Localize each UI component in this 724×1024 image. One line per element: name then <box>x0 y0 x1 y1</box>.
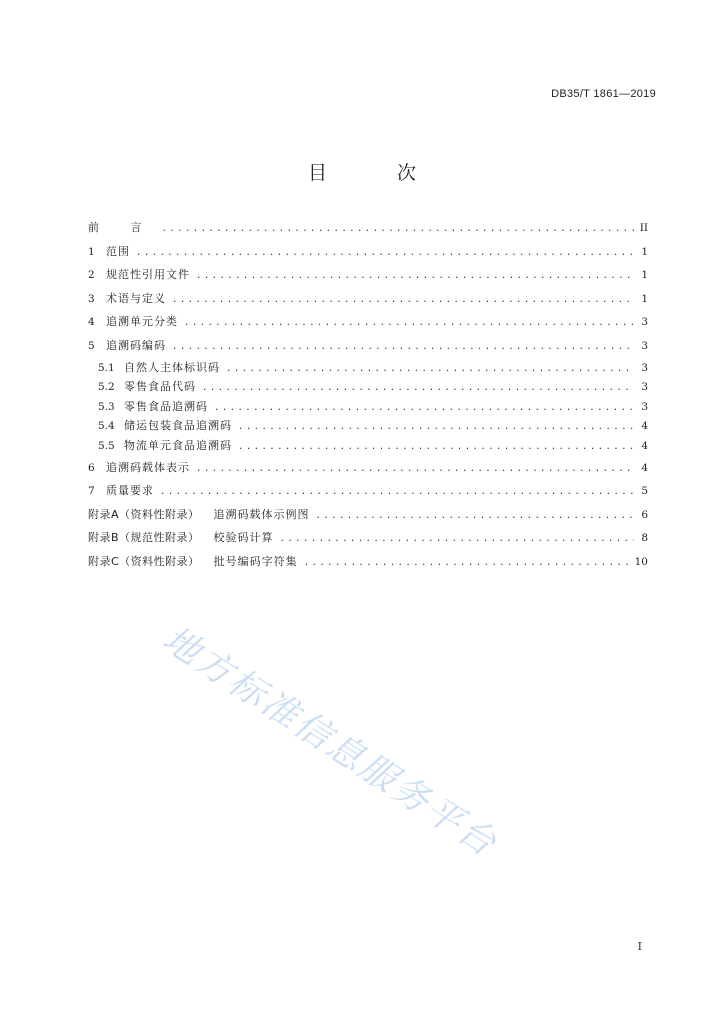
toc-page-number: 1 <box>641 292 648 305</box>
standard-code: DB35/T 1861—2019 <box>551 88 656 100</box>
toc-entry-5-2[interactable] <box>88 377 648 397</box>
toc-label: 质量要求 <box>106 484 154 498</box>
toc-entry-quality-requirements[interactable] <box>88 479 648 503</box>
toc-leader-dots <box>160 481 634 505</box>
toc-entry-foreword[interactable] <box>88 216 648 240</box>
toc-number: 7 <box>88 485 95 498</box>
watermark-text: 地方标准信息服务平台 <box>155 618 505 866</box>
toc-label: 零售食品追溯码 <box>124 399 208 413</box>
toc-label: 范围 <box>106 244 130 258</box>
toc-entry-appendix-b[interactable] <box>88 526 648 550</box>
toc-appendix-tag: 附录C（资料性附录） <box>88 554 200 568</box>
toc-label: 追溯码载体表示 <box>106 460 190 474</box>
toc-entry-terms[interactable] <box>88 287 648 311</box>
toc-label: 校验码计算 <box>213 531 274 545</box>
toc-number: 4 <box>88 316 95 329</box>
footer-page-number: I <box>637 940 642 953</box>
toc-entry-carrier-representation[interactable] <box>88 456 648 480</box>
toc-entry-normative-references[interactable] <box>88 263 648 287</box>
toc-page-number: 4 <box>641 461 648 474</box>
toc-page-number: 3 <box>641 400 648 413</box>
toc-number: 3 <box>88 292 95 305</box>
toc-appendix-tag: 附录B（规范性附录） <box>88 531 200 545</box>
toc-entry-5-4[interactable] <box>88 416 648 436</box>
toc-leader-dots <box>172 289 634 313</box>
toc-entry-appendix-a[interactable] <box>88 503 648 527</box>
toc-label: 零售食品代码 <box>124 380 196 394</box>
toc-entry-scope[interactable] <box>88 240 648 264</box>
toc-label: 规范性引用文件 <box>106 268 190 282</box>
toc-number: 1 <box>88 245 95 258</box>
toc-page-number: 3 <box>641 316 648 329</box>
toc-number: 5.3 <box>98 400 115 413</box>
toc-label: 自然人主体标识码 <box>124 360 220 374</box>
toc-number: 5.4 <box>98 420 115 433</box>
toc-label: 储运包装食品追溯码 <box>124 419 232 433</box>
toc-leader-dots <box>162 218 634 242</box>
toc-label: 批号编码字符集 <box>213 554 298 568</box>
toc-entry-code-encoding[interactable] <box>88 334 648 358</box>
toc-leader-dots <box>202 379 634 399</box>
toc-page-number: 1 <box>641 269 648 282</box>
toc-page-number: II <box>639 222 648 234</box>
toc-leader-dots <box>280 528 634 552</box>
toc-page-number: 6 <box>641 508 648 521</box>
toc-entry-appendix-c[interactable] <box>88 550 648 574</box>
toc-leader-dots <box>304 552 629 576</box>
toc-leader-dots <box>316 505 634 529</box>
toc-number: 6 <box>88 461 95 474</box>
toc-leader-dots <box>226 360 634 380</box>
toc-number: 5.1 <box>98 361 115 374</box>
toc-leader-dots <box>136 242 634 266</box>
toc-page-number: 8 <box>641 532 648 545</box>
toc-number: 2 <box>88 269 95 282</box>
toc-page-number: 10 <box>634 555 648 568</box>
toc-leader-dots <box>238 418 634 438</box>
toc-entry-5-5[interactable] <box>88 436 648 456</box>
toc-page-number: 1 <box>641 245 648 258</box>
toc-number: 5 <box>88 339 95 352</box>
toc-leader-dots <box>196 265 634 289</box>
toc-label: 前 言 <box>88 221 156 234</box>
toc-leader-dots <box>172 336 634 360</box>
toc-page-number: 5 <box>641 485 648 498</box>
toc-label: 物流单元食品追溯码 <box>124 438 232 452</box>
toc-entry-5-1[interactable] <box>88 358 648 378</box>
toc-label: 追溯单元分类 <box>106 315 178 329</box>
toc-leader-dots <box>196 458 634 482</box>
table-of-contents <box>88 216 648 574</box>
toc-number: 5.5 <box>98 439 115 452</box>
toc-entry-5-3[interactable] <box>88 397 648 417</box>
page-title: 目 次 <box>307 162 449 184</box>
toc-entry-unit-classification[interactable] <box>88 310 648 334</box>
toc-appendix-tag: 附录A（资料性附录） <box>88 507 200 521</box>
toc-page-number: 4 <box>641 420 648 433</box>
toc-label: 术语与定义 <box>106 291 166 305</box>
toc-label: 追溯码载体示例图 <box>213 507 310 521</box>
toc-label: 追溯码编码 <box>106 338 166 352</box>
toc-leader-dots <box>214 399 634 419</box>
toc-page-number: 3 <box>641 339 648 352</box>
toc-leader-dots <box>238 438 634 458</box>
toc-page-number: 3 <box>641 361 648 374</box>
toc-number: 5.2 <box>98 381 115 394</box>
toc-page-number: 4 <box>641 439 648 452</box>
toc-page-number: 3 <box>641 381 648 394</box>
toc-leader-dots <box>184 312 634 336</box>
